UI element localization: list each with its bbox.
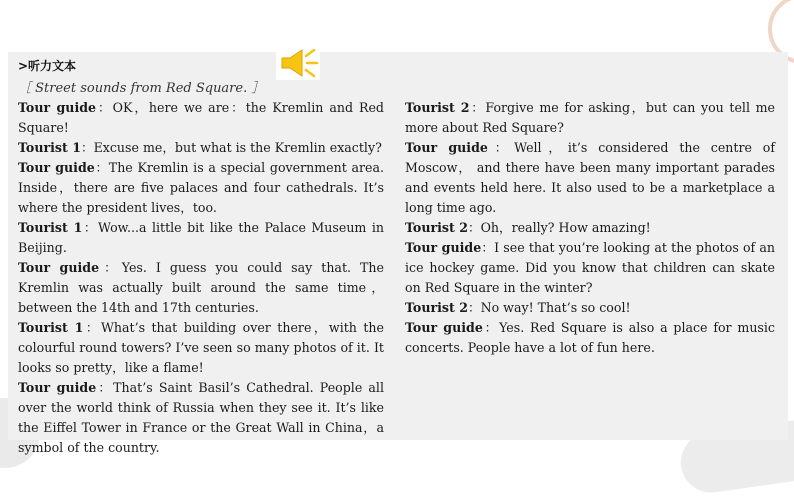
- speaker-name: Tourist 2: [405, 220, 468, 235]
- speaker-icon[interactable]: [276, 46, 320, 80]
- dialogue-line: [18, 378, 384, 458]
- speaker-name: Tourist 1: [18, 140, 81, 155]
- dialogue-text: ：Oh，really? How amazing!: [467, 220, 651, 235]
- speaker-name: Tourist 2: [405, 300, 468, 315]
- speaker-name: Tourist 2: [405, 100, 470, 115]
- speaker-name: Tourist 1: [18, 320, 84, 335]
- dialogue-line: [18, 138, 384, 158]
- speaker-name: Tour guide: [18, 380, 97, 395]
- dialogue-line: [405, 298, 775, 318]
- dialogue-text: ：That’s Saint Basil’s Cathedral. People all over the world think of Russia when they see it. It’s like the Eiffel Tower in France or the Great Wall in China，a symbol of the country.: [18, 380, 384, 455]
- dialogue-text: ：Yes. Red Square is also a place for music concerts. People have a lot of fun here.: [405, 320, 775, 355]
- dialogue-text: ：Yes. I guess you could say that. The Kremlin was actually built around the same time， between the 14th and 17th centuries.: [18, 260, 384, 315]
- dialogue-line: [18, 258, 384, 318]
- dialogue-line: [18, 218, 384, 258]
- speaker-name: Tour guide: [18, 260, 100, 275]
- dialogue-text: ：Forgive me for asking，but can you tell me more about Red Square?: [405, 100, 775, 135]
- dialogue-line: [18, 158, 384, 218]
- speaker-name: Tour guide: [405, 320, 483, 335]
- speaker-name: Tour guide: [405, 140, 488, 155]
- dialogue-text: ：What’s that building over there，with the colourful round towers? I’ve seen so many photos of it. It looks so pretty，like a flame!: [18, 320, 384, 375]
- dialogue-text: ：Excuse me，but what is the Kremlin exactly?: [80, 140, 382, 155]
- dialogue-line: [405, 318, 775, 358]
- dialogue-line: [405, 138, 775, 218]
- speaker-name: Tour guide: [18, 100, 97, 115]
- dialogue-text: ：Well，it’s considered the centre of Moscow， and there have been many important parades and events held here. It also used to be a marketplace a long time ago.: [405, 140, 775, 215]
- speaker-name: Tour guide: [18, 160, 95, 175]
- speaker-name: Tour guide: [405, 240, 482, 255]
- dialogue-line: [405, 98, 775, 138]
- transcript-right-column: [405, 98, 775, 358]
- dialogue-line: [18, 98, 384, 138]
- dialogue-line: [18, 318, 384, 378]
- dialogue-text: ：The Kremlin is a special government area. Inside，there are five palaces and four cathedrals. It’s where the president lives，too.: [18, 160, 384, 215]
- speaker-name: Tourist 1: [18, 220, 83, 235]
- dialogue-text: ：No way! That’s so cool!: [467, 300, 631, 315]
- scene-description: ［ Street sounds from Red Square. ］: [18, 81, 265, 96]
- dialogue-text: ：Wow...a little bit like the Palace Museum in Beijing.: [18, 220, 384, 255]
- section-heading: >听力文本: [18, 59, 77, 73]
- dialogue-line: [405, 238, 775, 298]
- dialogue-text: ：I see that you’re looking at the photos of an ice hockey game. Did you know that children can skate on Red Square in the winter?: [405, 240, 775, 295]
- dialogue-text: ：OK，here we are：the Kremlin and Red Square!: [18, 100, 384, 135]
- transcript-left-column: [18, 98, 384, 458]
- dialogue-line: [405, 218, 775, 238]
